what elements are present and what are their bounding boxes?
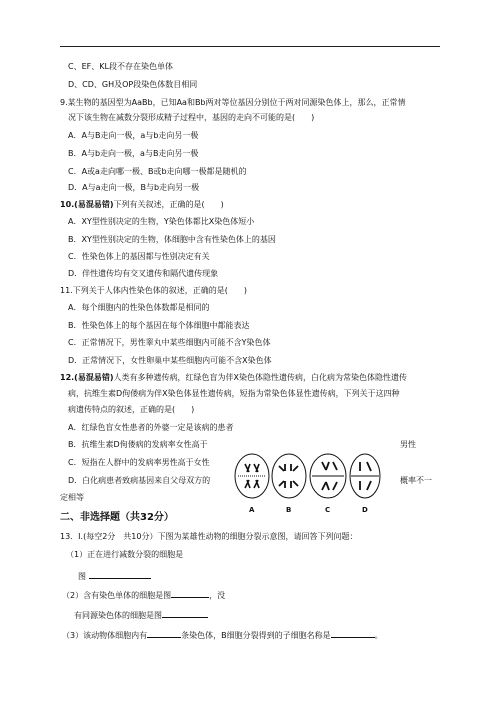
q12-option-a: A．红绿色盲女性患者的外婆一定是该病的患者 (68, 423, 234, 432)
q12-stem-line1 (60, 372, 407, 383)
q10-option-c: C．性染色体上的基因都与性别决定有关 (68, 252, 210, 261)
answer-blank-1[interactable] (89, 570, 151, 579)
q11-stem: 11.下列关于人体内性染色体的叙述，正确的是( ) (60, 286, 247, 295)
q13-part2-cont: 有同源染色体的细胞是图 (74, 611, 162, 620)
q12-text: 人类有多种遗传病，红绿色盲为伴X染色体隐性遗传病，白化病为常染色体隐性遗传 (113, 373, 407, 382)
q9-option-d: D．A与a走向一极，B与b走向另一极 (68, 183, 200, 192)
q9-stem-line2: 况下该生物在减数分裂形成精子过程中，基因的走向不可能的是( ) (68, 113, 315, 122)
q13-part2-text: （2）含有染色单体的细胞是图 (62, 591, 172, 600)
q13-stem: 13．Ⅰ.(每空2分 共10分）下图为某雄性动物的细胞分裂示意图，请回答下列问题： (60, 532, 358, 541)
q10-stem (60, 199, 224, 210)
q12-option-b-end: 男性 (400, 440, 416, 449)
q13-part1: （1）正在进行减数分裂的细胞是 (66, 550, 184, 559)
cell-division-figure (232, 450, 382, 515)
q9-option-a: A．A与B走向一极，a与b走向另一极 (68, 131, 199, 140)
figure-label-d: D (362, 506, 368, 514)
q12-option-d: D．白化病患者致病基因来自父母双方的 (68, 476, 211, 485)
q11-option-c: C．正常情况下，男性睾丸中某些细胞内可能不含Y染色体 (68, 338, 271, 347)
q13-part2 (62, 589, 225, 601)
figure-label-c: C (325, 506, 331, 514)
q9-option-c: C．A或a走向哪一极、B或b走向哪一极都是随机的 (68, 167, 247, 176)
q8-option-d: D、CD、GH及OP段染色体数目相同 (68, 80, 198, 89)
answer-blank-2[interactable] (171, 589, 209, 598)
q13-part2-tail: ，没 (209, 591, 226, 600)
q10-option-d: D．伴性遗传均有交叉遗传和隔代遗传现象 (68, 269, 219, 278)
q13-part1-line2 (78, 570, 151, 582)
q11-option-d: D．正常情况下，女性卵巢中某些细胞内可能不含X染色体 (68, 356, 272, 365)
q13-part3-mid: 条染色体，B细胞分裂得到的子细胞名称是 (181, 631, 331, 640)
figure-label-b: B (286, 506, 292, 514)
q9-option-b: B．A与b走向一极，a与B走向另一极 (68, 149, 199, 158)
q9-stem-line1: 9.某生物的基因型为AaBb，已知Aa和Bb两对等位基因分别位于两对同源染色体上，那么，正常情 (60, 98, 406, 107)
q10-text: 下列有关叙述，正确的是( ) (113, 200, 224, 209)
figure-label-a: A (249, 506, 255, 514)
q8-option-c: C、EF、KL段不存在染色单体 (68, 62, 173, 71)
q12-option-c: C．短指在人群中的发病率男性高于女性 (68, 458, 210, 467)
q12-option-b: B．抗维生素D佝偻病的发病率女性高于 (68, 440, 208, 449)
q13-part1-figure-word: 图 (78, 572, 86, 581)
answer-blank-5[interactable] (331, 629, 375, 638)
answer-blank-4[interactable] (147, 629, 181, 638)
q10-option-a: A．XY型性别决定的生物，Y染色体都比X染色体短小 (68, 217, 255, 226)
q13-part2-line2 (74, 609, 208, 621)
q13-part3-text: （3）该动物体细胞内有 (62, 631, 148, 640)
q10-tag: 10.(易混易错) (60, 200, 114, 209)
q12-stem-line3: 病遗传特点的叙述，正确的是( ) (68, 405, 195, 414)
section-heading-nonmultiple: 二、非选择题（共32分） (60, 512, 174, 523)
q12-option-d-end: 概率不一 (400, 476, 432, 485)
q13-part3 (62, 629, 383, 641)
q12-option-d-tail: 定相等 (60, 493, 84, 502)
header-rule (60, 46, 440, 47)
q11-option-a: A．每个细胞内的性染色体数都是相同的 (68, 303, 210, 312)
q12-tag: 12.(易混易错) (60, 373, 114, 382)
q10-option-b: B．XY型性别决定的生物，体细胞中含有性染色体上的基因 (68, 235, 276, 244)
q11-option-b: B．性染色体上的每个基因在每个体细胞中都能表达 (68, 321, 250, 330)
cell-diagrams (232, 450, 382, 504)
answer-blank-3[interactable] (162, 609, 208, 618)
q12-stem-line2: 病，抗维生素D佝偻病为伴X染色体显性遗传病，短指为常染色体显性遗传病，下列关于这四种 (68, 389, 400, 398)
q13-part3-end: 。 (374, 631, 383, 640)
